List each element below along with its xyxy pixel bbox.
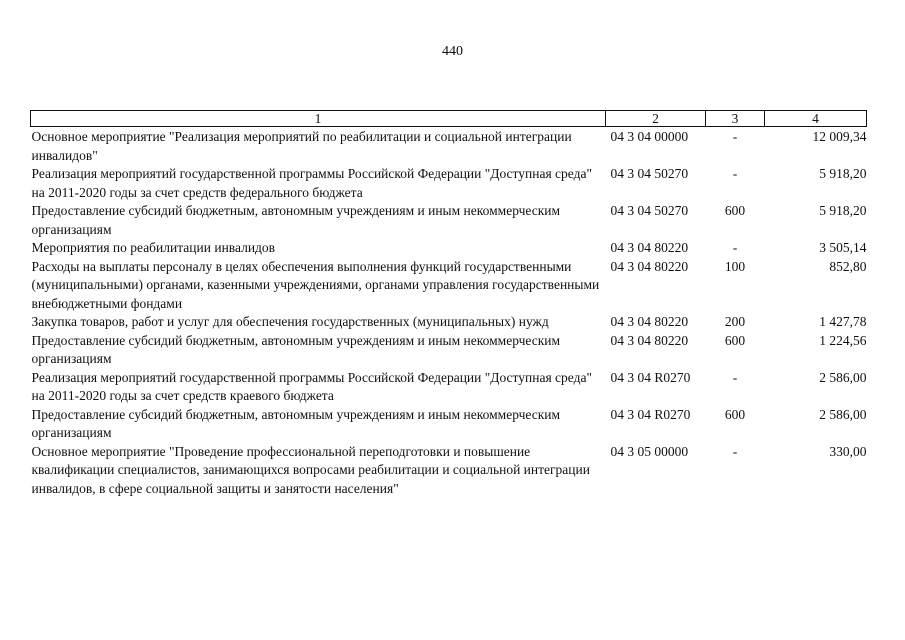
row-type: 600 [724, 203, 746, 218]
table-row [31, 313, 867, 332]
row-code: 04 3 04 80220 [610, 314, 689, 329]
row-type: 200 [724, 314, 746, 329]
row-code: 04 3 04 80220 [610, 240, 689, 255]
row-code: 04 3 04 80220 [610, 332, 689, 348]
row-code: 04 3 04 80220 [610, 258, 689, 274]
row-code: 04 3 04 R0270 [610, 406, 691, 422]
page-number: 440 [442, 44, 463, 59]
table-row [31, 406, 867, 443]
budget-table [30, 110, 867, 498]
row-name: Реализация мероприятий государственной программы Российской Федерации "Доступная среда" на 2011-2020 годы за счет средств федерального бюджета [31, 166, 592, 200]
row-name: Закупка товаров, работ и услуг для обеспечения государственных (муниципальных) нужд [31, 314, 549, 329]
row-type: 600 [724, 406, 746, 422]
row-name: Предоставление субсидий бюджетным, автономным учреждениям и иным некоммерческим организациям [31, 203, 561, 237]
table-row [31, 258, 867, 314]
row-amount: 2 586,00 [819, 406, 867, 422]
header-col-4: 4 [765, 111, 867, 127]
table-row [31, 127, 867, 166]
table-header-row [31, 111, 867, 127]
row-code: 04 3 04 00000 [610, 129, 689, 144]
table-row [31, 202, 867, 239]
row-type: 100 [724, 258, 746, 274]
row-name: Предоставление субсидий бюджетным, автономным учреждениям и иным некоммерческим организациям [31, 332, 561, 366]
table-row [31, 165, 867, 202]
row-amount: 2 586,00 [819, 369, 867, 385]
row-code: 04 3 04 R0270 [610, 369, 691, 385]
row-name: Мероприятия по реабилитации инвалидов [31, 240, 276, 255]
row-name: Расходы на выплаты персоналу в целях обеспечения выполнения функций государственными (муниципальными) органами, казенными учреждениями, органами управления государственными внебюджетными фондами [31, 258, 600, 311]
row-name: Основное мероприятие "Реализация мероприятий по реабилитации и социальной интеграции инвалидов" [31, 129, 572, 163]
row-amount: 5 918,20 [819, 166, 867, 181]
row-type: - [732, 166, 738, 181]
row-name: Основное мероприятие "Проведение профессиональной переподготовки и повышение квалификации специалистов, занимающихся вопросами реабилитации и социальной интеграции инвалидов, в сфере социальной защиты и занятости населения" [31, 443, 590, 496]
header-col-2: 2 [606, 111, 706, 127]
table-row [31, 239, 867, 258]
row-amount: 1 427,78 [819, 314, 867, 329]
header-col-1: 1 [31, 111, 606, 127]
row-type: - [732, 240, 738, 255]
row-type: - [732, 369, 738, 385]
row-name: Реализация мероприятий государственной программы Российской Федерации "Доступная среда" на 2011-2020 годы за счет средств краевого бюджета [31, 369, 592, 403]
row-code: 04 3 04 50270 [610, 166, 689, 181]
row-amount: 5 918,20 [819, 203, 867, 218]
table-row [31, 443, 867, 499]
row-type: 600 [724, 332, 746, 348]
row-code: 04 3 04 50270 [610, 203, 689, 218]
row-amount: 1 224,56 [819, 332, 867, 348]
header-col-3: 3 [706, 111, 765, 127]
table-row [31, 369, 867, 406]
row-type: - [732, 443, 738, 459]
row-amount: 330,00 [829, 443, 867, 459]
row-type: - [732, 129, 738, 144]
row-amount: 852,80 [829, 258, 867, 274]
row-amount: 3 505,14 [819, 240, 867, 255]
row-name: Предоставление субсидий бюджетным, автономным учреждениям и иным некоммерческим организациям [31, 406, 561, 440]
row-code: 04 3 05 00000 [610, 443, 689, 459]
row-amount: 12 009,34 [812, 129, 867, 144]
table-row [31, 332, 867, 369]
